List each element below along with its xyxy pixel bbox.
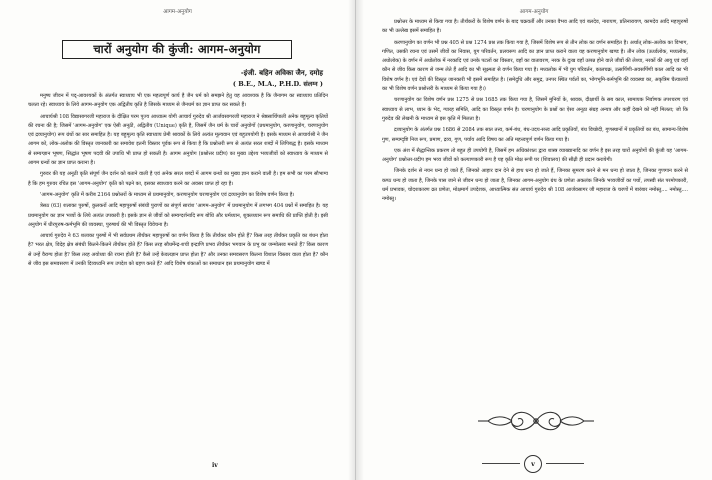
right-page xyxy=(356,0,712,480)
decorative-ornament-icon xyxy=(476,404,596,438)
paragraph: त्रेसठ (63) शलाका पुरुषों, कुलकरों आदि महापुरुषों संबंधी पुराणों का संपूर्ण सारांश 'आगम-अनुयोग' में प्रथमानुयोग में लगभग 404 प्रश्नों में समाहित है। यह प्रथमानुयोग का ज्ञान भव्यों के लिये अत्यंत उपकारी है। इसके ज्ञान से जीवों को सम्यग्दर्शनादि रूप बोधि और धर्मध्यान, शुक्लध्यान रूप समाधि की प्राप्ति होती है। इसी अनुयोग में धीरपुरुष-कर्मभूमि की व्यवस्था, पुरुषार्थ की भी विस्तृत विवेचना है। xyxy=(28,203,328,228)
divider xyxy=(482,463,520,464)
paragraph: द्रव्यानुयोग के अंतर्गत प्रश्न 1686 से 2084 तक सात तत्त्व, कर्म-बंध, बंध-उदय-सत्त्व आदि प्रकृतियाँ, बंध विच्छेदी, गुणस्थानों में प्रकृतियों का बंध, सामान्य-विशेष गुण, सम्यग्दृष्टि निज रूप, प्रमाण, द्रव्य, गुण, पर्याय आदि विषय का अति महत्त्वपूर्ण वर्णन किया गया है। xyxy=(382,127,688,143)
paragraph: एक अंश में सैद्धान्तिक प्रकरण तो बहुत ही उपयोगी है, जिसमें हम अधिकांशतः द्वारा शास्त्र व्याख्यानादि का वर्णन है इस तरह चारों अनुयोगों की कुंजी यह 'आगम-अनुयोग' प्रश्नोत्तर-प्रदीप हम भव्य जीवों को कल्याणकारी रूप है यह कृति मोक्ष रूपी घर (शिवालय) की सीढ़ी ही प्रदान करायेगी। xyxy=(382,147,688,164)
author-name: -इंजी. बहिन अविका जैन, दमोह xyxy=(240,68,323,77)
divider xyxy=(546,463,584,464)
page-number: v xyxy=(524,455,542,473)
paragraph: जिनके दर्शन से नयन धन्य हो जाते हैं, जिनको आहार दान देने से हाथ धन्य हो जाते हैं, जिनका सुमरण करने से मन धन्य हो जाता है, जिनका गुणगान करने से कण्ठ धन्य हो जाता है, जिनके पास जाने से जीवन धन्य हो जाता है, जिनका आगम-अनुयोग ग्रंथ के प्रणेता अकलंक जिनके भव्यजीवों का पथों, तपस्वी संत परमोपकारी, धर्म प्रभावक, चोदशकारण व्रत प्रणेता, मोक्षमार्ग उपदेशक, आध्यात्मिक संत आचार्य गुरुदेव श्री 108 आर्जवसागर जी महाराज के चरणों में बारंबार नमोस्तु.... नमोस्तु.... नमोस्तु। xyxy=(382,168,688,203)
paragraph: 'आगम-अनुयोग' कृति में करीब 2164 प्रश्नोत्तरों के माध्यम से प्रथमानुयोग, करणानुयोग चरणानुयोग एवं द्रव्यानुयोग का विशेष वर्णन किया है। xyxy=(40,191,295,198)
paragraph: गुरुवर की यह अनूठी कृति संपूर्ण जैन दर्शन को बताने वाली है एवं अनेक सरल शब्दों में आगम ग्रन्थों का मुख्य ज्ञान कराने वाली है। हम सभी का परम सौभाग्य है कि हम गुरुवर रचित इस 'आगम-अनुयोग' कृति को पढ़ने का, इसका स्वाध्याय करने का अवसर प्राप्त हो रहा है। xyxy=(28,171,328,187)
running-head: आगम-अनुयोग xyxy=(519,9,549,15)
author-credentials: ( B.E., M.A., P.H.D. संलग्न ) xyxy=(232,80,323,88)
paragraph: प्रश्नोत्तर के माध्यम से किया गया है। तीर्थंकरों के विशेष वर्णन के बाद चक्रवर्ती और उनका वैभव आदि एवं बलदेव, नारायण, प्रतिनारायण, कामदेव आदि महापुरुषों का भी उल्लेख इसमें समाहित है। xyxy=(382,19,688,35)
paragraph: मनुष्य जीवन में पद्-आवश्यकों के अंतर्गत स्वाध्याय भी एक महत्वपूर्ण कार्य है जैन धर्म को समझने हेतु यह आवश्यक है कि जैनागम का स्वाध्याय प्रतिदिन चलता रहे। स्वाध्याय के लिये आगम-अनुयोग एक अद्वितीय कृति है जिसके माध्यम से जैनधर्म का ज्ञान प्राप्त कर सकते हैं। xyxy=(28,93,328,109)
paragraph: आचार्य गुरुदेव ने 63 शलाका पुरुषों में भी सर्वप्रथम तीर्थंकर महापुरुषों का वर्णन किया है कि तीर्थंकर कौन होते हैं? किस तरह तीर्थंकर प्रकृति का बंधन होता है? भरत क्षेत्र, विदेह क्षेत्र संबंधी कितने-कितने तीर्थंकर होते हैं? किस तरह सौधर्मेन्द्र-शची इन्द्राणि प्रभव तीर्थंकर भगवान के प्रभु का जन्मोत्सव मनाते हैं? किस कारण से उन्हें वैराग्य होता है? किस तरह अयोध्या की रचना होती है? कैसे उन्हें केवलज्ञान प्राप्त होता है? और उनका समवसरण कितना विशाल विस्तार वाला होता है? कौन से जीव इस समवसरण में उनकी दिव्यध्वनि रूप उपदेश को ग्रहण करते हैं? आदि विशेष शंकाओं का समाधान इस प्रथमानुयोग खण्ड में xyxy=(28,233,328,268)
right-body-text xyxy=(382,18,688,207)
left-body-text xyxy=(28,92,328,271)
article-title: चारों अनुयोग की कुंजी: आगम-अनुयोग xyxy=(62,40,292,59)
paragraph: चरणानुयोग का विशेष वर्णन प्रश्न 1275 से प्रश्न 1685 तक किया गया है, जिसमें मुनियों के, श्रावक, दीक्षार्थी के सब काल, सामायक निर्वाणक तपश्चरण एवं स्वाध्याय से लाभ, ध्यान के भेद, ग्यारह समिति, आदि का विस्तृत वर्णन है। चरणानुयोग के प्रश्नों का ऐसा अनूठा संग्रह अन्यत्र और कहीं देखने को नहीं मिलता; जो कि गुरुदेव की लेखनी के माध्यम से इस कृति में मिलता है। xyxy=(382,97,688,122)
paragraph: करणानुयोग का वर्णन भी प्रश्न 405 से प्रश्न 1274 प्रश्न तक किया गया है, जिसमें विशेष रूप से तीन लोक का वर्णन समाहित है। अर्थात् लोक-अलोक का विभाग, गणित, उसकी रचना एवं उसमें जीवों का निवास, युग परिवर्तन, प्रलयरूप आदि का ज्ञान प्राप्त कराने वाला यह करणानुयोग खण्ड है। तीन लोक (ऊर्ध्वलोक, मध्यलोक, अधोलोक) के वर्णन में अधोलोक में नरकादि एवं उनके पटलों का विस्तार, वहाँ का वातावरण, नरक के दुःख वहाँ उत्पन्न होने वाले जीवों की लेश्या, नरकों की आयु एवं वहाँ कौन से जीव किस कारण से जन्म लेते हैं आदि का भी सूक्ष्मता से वर्णन किया गया है। मध्यलोक में भी युग परिवर्तन, कालचक्र, उत्सर्पिणी-अवसर्पिणी काल आदि का भी विशेष वर्णन है। एवं देवों की विस्तृत जानकारी भी इसमें समाहित है। (समेदुधि और समुद्र, उनपर स्थित पर्वतों का, भोगभूमि-कर्मभूमि की व्यवस्था का, अकृत्रिम चैत्यालयों का भी विशेष वर्णन प्रश्नोत्तरी के माध्यम से किया गया है।) xyxy=(382,39,688,93)
page-number: iv xyxy=(212,462,218,469)
running-head: आगम-अनुयोग xyxy=(163,9,192,15)
paragraph: आचार्यश्री 108 विद्यासागरजी महाराज के दीक्षित परम पूज्य आध्यात्म योगी आचार्य गुरुदेव श्री आर्जवसागरजी महाराज ने श्रेष्ठसार्थिपाली अनेक बहुमूल्य कृतियों की रचना की है; जिसमें 'आगम-अनुयोग' एक ऐसी अनूठी, अद्वितीय (Unique) कृति है, जिसमें जैन धर्म के चारों अनुयोगों (प्रथमानुयोग, करणानुयोग, चरणानुयोग एवं द्रव्यानुयोग) रूप ग्रंथों का सार समाहित है। यह बहुमूल्य कृति स्वाध्याय प्रेमी श्रावकों के लिये अत्यंत मूल्यवान एवं बहुउपयोगी है। इसके माध्यम से आचार्यश्री ने जैन आगम को, लोक-अलोक की विस्तृत जानकारी का समावेश इतनी विस्तार पूर्वक रूप से किया है कि प्रश्नोत्तरी रूप से अत्यंत सरल शब्दों में लिपिबद्ध है। इसके माध्यम से सम्यग्ज्ञान भूषण, सिद्धांत भूषण पदवी की उपाधि भी प्राप्त हो सकती है। आगम अनुयोग (प्रश्नोत्तर प्रदीप) का मुख्य उद्देश्य भव्यजीवों को स्वाध्याय के माध्यम से आगम ग्रन्थों का ज्ञान प्राप्त कराना है। xyxy=(28,113,328,167)
